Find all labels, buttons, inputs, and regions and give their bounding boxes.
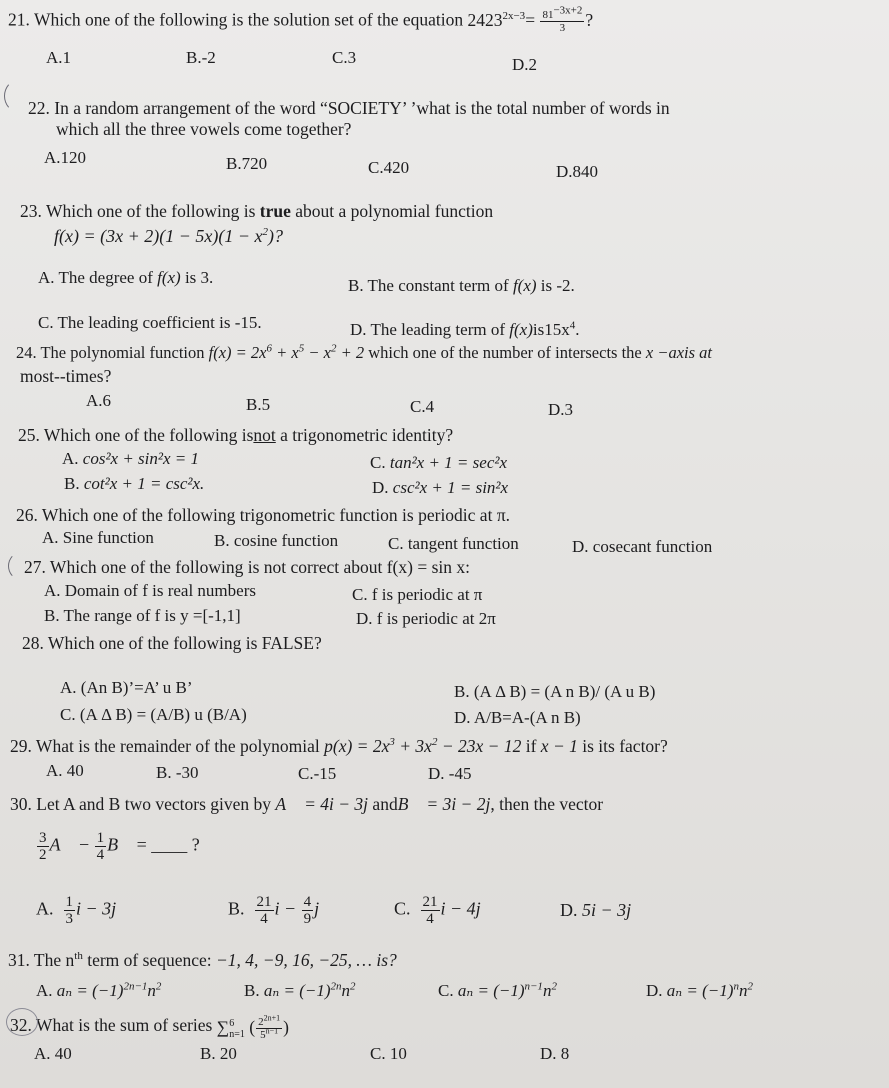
q22-stem-line1: 22. In a random arrangement of the word “SOCIETY’ ’what is the total number of words in bbox=[28, 98, 670, 118]
q25-option-c: C. tan²x + 1 = sec²x bbox=[370, 453, 508, 472]
q24-stem-line1: 24. The polynomial function $f(x) = 2x^6 + x^5 - x^2 + 2$ which one of the number of intersects the x −axis at bbox=[16, 342, 712, 362]
q24-option-d: D.3 bbox=[548, 400, 574, 419]
q26-option-a: A. Sine function bbox=[42, 528, 154, 547]
pen-mark bbox=[8, 552, 34, 580]
q31-option-a: A. $a_n = (-1)^{2n-1}n^2$ bbox=[36, 980, 162, 1000]
q25-option-a: A. cos²x + sin²x = 1 bbox=[62, 449, 200, 468]
q22-option-d: D.840 bbox=[556, 162, 599, 181]
q21-equation: $2423^{2x-3}=$ $\frac{81^{-3x+2}}{3}$ ? bbox=[467, 4, 594, 34]
q21-stem: 21. Which one of the following is the solution set of the equation $2423^{2x-3}=$ $\frac{81^{-3x+2}}{3}$ ? bbox=[8, 4, 594, 34]
q30-option-b: B. $\frac{21}{4}$ i − $\frac{4}{9}$ j bbox=[228, 894, 320, 927]
q29-option-a: A. 40 bbox=[46, 761, 84, 780]
q23-option-d: D. The leading term of $f(x)is15x^4$. bbox=[350, 319, 580, 339]
q22-stem-line2: which all the three vowels come together? bbox=[56, 119, 352, 139]
q23-option-b: B. The constant term of f(x) is -2. bbox=[348, 276, 575, 295]
q31-option-c: C. $a_n = (-1)^{n-1}n^2$ bbox=[438, 980, 557, 1000]
q28-option-d: D. A/B=A-(A n B) bbox=[454, 708, 581, 727]
q28-stem: 28. Which one of the following is FALSE? bbox=[22, 633, 322, 653]
q32-option-c: C. 10 bbox=[370, 1044, 407, 1063]
q32-option-b: B. 20 bbox=[200, 1044, 237, 1063]
q26-option-d: D. cosecant function bbox=[572, 537, 713, 556]
q27-option-c: C. f is periodic at π bbox=[352, 585, 483, 604]
q25-stem: 25. Which one of the following isnot a trigonometric identity? bbox=[18, 425, 454, 445]
q26-option-c: C. tangent function bbox=[388, 534, 519, 553]
q21-option-d: D.2 bbox=[512, 55, 538, 74]
q28-option-c: C. (A Δ B) = (A/B) u (B/A) bbox=[60, 705, 247, 724]
q32-stem: 32. What is the sum of series ∑ 6 n=1 ( $\frac{2^{2n+1}}{5^{n-1}}$ ) bbox=[10, 1013, 289, 1042]
q28-option-b: B. (A Δ B) = (A n B)/ (A u B) bbox=[454, 682, 656, 701]
q23-option-c: C. The leading coefficient is -15. bbox=[38, 313, 262, 332]
q27-option-d: D. f is periodic at 2π bbox=[356, 609, 496, 628]
q29-option-c: C.-15 bbox=[298, 764, 337, 783]
q29-stem: 29. What is the remainder of the polynomial $p(x) = 2x^3 + 3x^2 - 23x - 12$ if x − 1 is its factor? bbox=[10, 736, 668, 756]
q30-expression: $\frac{3}{2}$ A⃗ − $\frac{1}{4}$ B⃗ = ____ ? bbox=[39, 830, 200, 863]
q27-option-a: A. Domain of f is real numbers bbox=[44, 581, 256, 600]
pen-mark bbox=[6, 1008, 38, 1036]
q22-option-b: B.720 bbox=[226, 154, 268, 173]
q32-option-d: D. 8 bbox=[540, 1044, 570, 1063]
q32-series: ∑ 6 n=1 ( $\frac{2^{2n+1}}{5^{n-1}}$ ) bbox=[216, 1013, 289, 1042]
q29-option-d: D. -45 bbox=[428, 764, 472, 783]
q32-option-a: A. 40 bbox=[34, 1044, 72, 1063]
q31-option-b: B. $a_n = (-1)^{2n}n^2$ bbox=[244, 980, 356, 1000]
q24-option-c: C.4 bbox=[410, 397, 435, 416]
q23-option-a: A. The degree of f(x) is 3. bbox=[38, 268, 214, 287]
q25-option-b: B. cot²x + 1 = csc²x. bbox=[64, 474, 205, 493]
q30-option-d: D. 5i − 3j bbox=[560, 900, 632, 920]
q26-stem: 26. Which one of the following trigonometric function is periodic at π. bbox=[16, 505, 511, 525]
q21-option-b: B.-2 bbox=[186, 48, 216, 67]
q23-stem: 23. Which one of the following is true about a polynomial function bbox=[20, 201, 494, 221]
q27-option-b: B. The range of f is y =[-1,1] bbox=[44, 606, 241, 625]
q24-option-a: A.6 bbox=[86, 391, 112, 410]
q25-option-d: D. csc²x + 1 = sin²x bbox=[372, 478, 509, 497]
q22-option-a: A.120 bbox=[44, 148, 87, 167]
q30-option-c: C. $\frac{21}{4}$ i − 4j bbox=[394, 894, 481, 927]
q27-stem: 27. Which one of the following is not correct about f(x) = sin x: bbox=[24, 557, 470, 577]
q23-function: $f(x) = (3x + 2)(1 - 5x)(1 - x^2)$? bbox=[54, 226, 284, 246]
q31-stem: 31. The $n^{th}$ term of sequence: −1, 4, −9, 16, −25, … is? bbox=[8, 950, 397, 970]
q31-option-d: D. $a_n = (-1)^nn^2$ bbox=[646, 980, 753, 1000]
q29-option-b: B. -30 bbox=[156, 763, 199, 782]
q22-option-c: C.420 bbox=[368, 158, 410, 177]
q21-option-c: C.3 bbox=[332, 48, 357, 67]
q28-option-a: A. (An B)’=A’ u B’ bbox=[60, 678, 193, 697]
q26-option-b: B. cosine function bbox=[214, 531, 339, 550]
pen-mark bbox=[4, 80, 32, 112]
q24-stem-line2: most--times? bbox=[20, 366, 112, 386]
q30-option-a: A. $\frac{1}{3}$ i − 3j bbox=[36, 894, 117, 927]
q30-stem: 30. Let A and B two vectors given by A⃗ = 4i − 3j andB⃗ = 3i − 2j, then the vector bbox=[10, 794, 604, 814]
q21-option-a: A.1 bbox=[46, 48, 72, 67]
q24-option-b: B.5 bbox=[246, 395, 271, 414]
